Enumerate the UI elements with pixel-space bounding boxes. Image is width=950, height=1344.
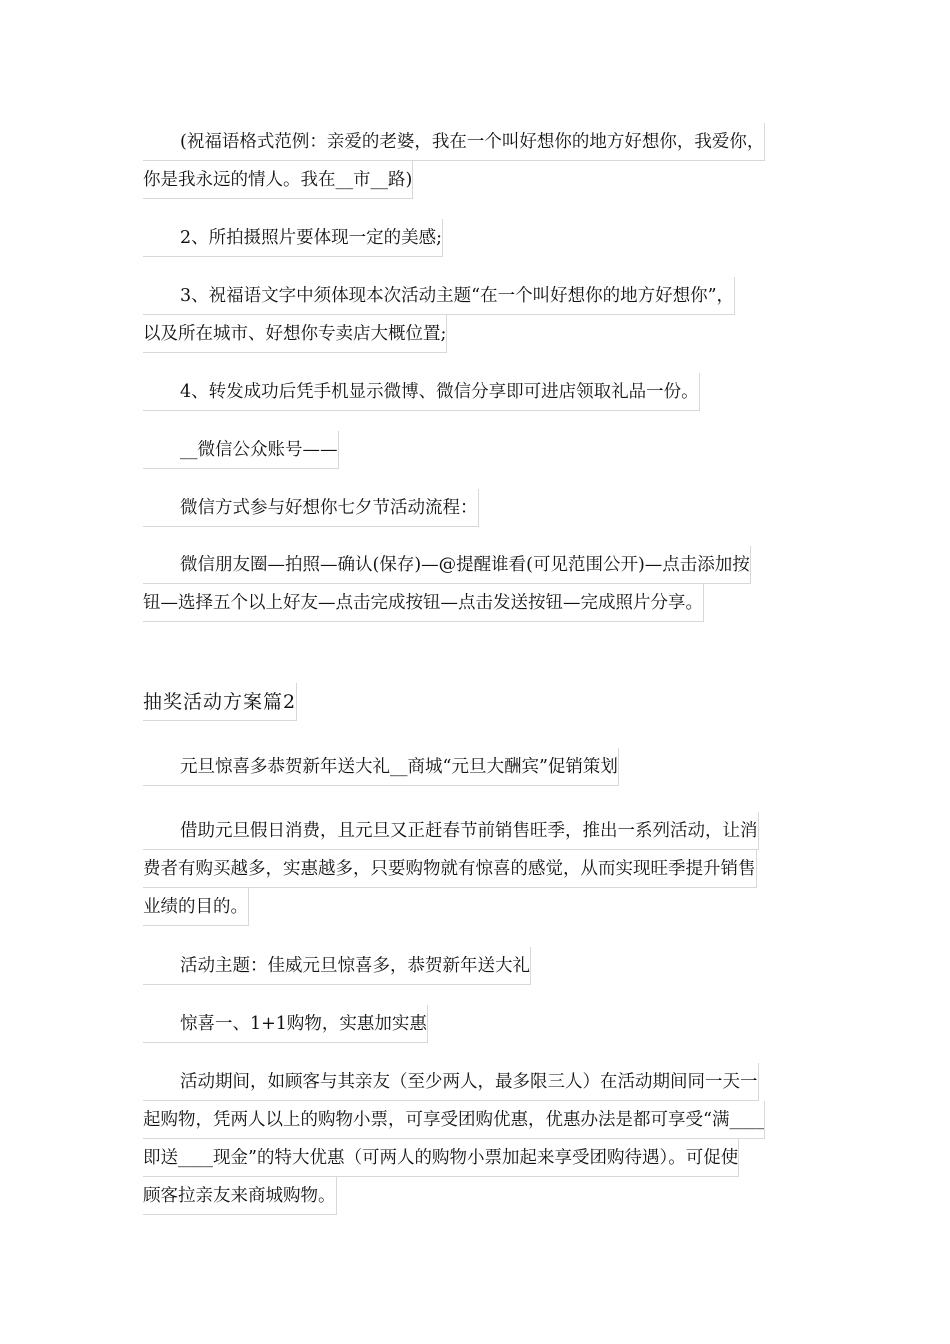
text-line: 活动主题：佳威元旦惊喜多，恭贺新年送大礼 [143, 947, 531, 985]
paragraph-surprise-1 [143, 1005, 808, 1043]
paragraph-theme [143, 947, 808, 985]
section-heading [143, 683, 808, 721]
paragraph-wechat-account [143, 431, 808, 469]
text-line: 费者有购买越多，实惠越多，只要购物就有惊喜的感觉，从而实现旺季提升销售 [143, 850, 757, 888]
text-line: (祝福语格式范例：亲爱的老婆，我在一个叫好想你的地方好想你，我爱你， [143, 123, 765, 161]
text-line: 以及所在城市、好想你专卖店大概位置; [143, 315, 447, 353]
paragraph-item-3 [143, 277, 808, 353]
text-line: 4、转发成功后凭手机显示微博、微信分享即可进店领取礼品一份。 [143, 373, 700, 411]
paragraph-wechat-flow-title [143, 489, 808, 527]
text-line: 钮—选择五个以上好友—点击完成按钮—点击发送按钮—完成照片分享。 [143, 584, 704, 622]
text-line: 借助元旦假日消费，且元旦又正赶春节前销售旺季，推出一系列活动，让消 [143, 812, 759, 850]
paragraph-wechat-flow [143, 546, 808, 622]
paragraph-item-4 [143, 373, 808, 411]
text-line: 惊喜一、1+1购物，实惠加实惠 [143, 1005, 428, 1043]
text-line: 顾客拉亲友来商城购物。 [143, 1177, 337, 1215]
text-line: 微信朋友圈—拍照—确认(保存)—@提醒谁看(可见范围公开)—点击添加按 [143, 546, 751, 584]
paragraph-group-buy [143, 1063, 808, 1215]
text-line: 业绩的目的。 [143, 888, 249, 926]
text-line: __微信公众账号—— [143, 431, 339, 469]
text-line: 3、祝福语文字中须体现本次活动主题“在一个叫好想你的地方好想你”， [143, 277, 735, 315]
text-line: 2、所拍摄照片要体现一定的美感; [143, 219, 443, 257]
text-line: 起购物，凭两人以上的购物小票，可享受团购优惠，优惠办法是都可享受“满____ [143, 1101, 765, 1139]
paragraph-intro [143, 812, 808, 926]
text-line: 即送____现金”的特大优惠（可两人的购物小票加起来享受团购待遇）。可促使 [143, 1139, 739, 1177]
paragraph-item-2 [143, 219, 808, 257]
heading-line: 抽奖活动方案篇2 [143, 683, 297, 721]
text-line: 你是我永远的情人。我在__市__路) [143, 161, 413, 199]
text-line: 微信方式参与好想你七夕节活动流程： [143, 489, 479, 527]
text-line: 元旦惊喜多恭贺新年送大礼__商城“元旦大酬宾”促销策划 [143, 748, 619, 786]
paragraph-greeting-example [143, 123, 808, 199]
paragraph-plan-title [143, 748, 808, 786]
text-line: 活动期间，如顾客与其亲友（至少两人，最多限三人）在活动期间同一天一 [143, 1063, 759, 1101]
